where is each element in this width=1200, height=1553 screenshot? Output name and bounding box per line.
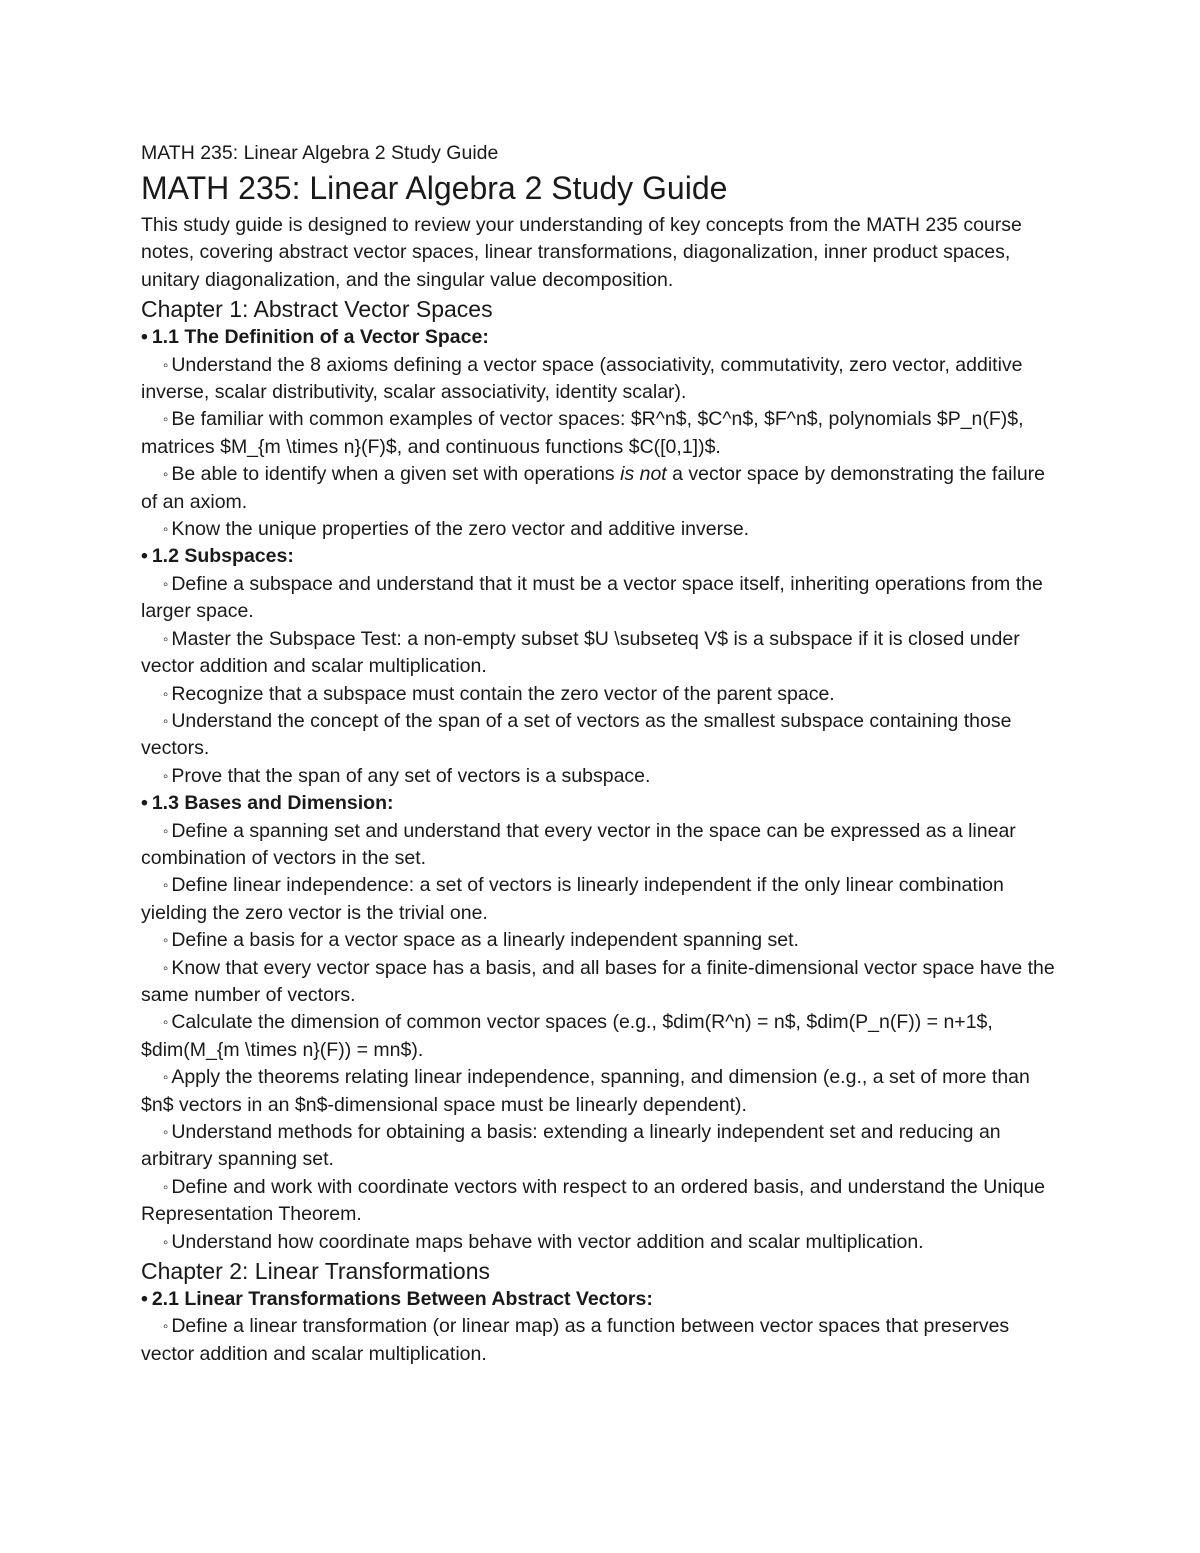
chapter-2-sections xyxy=(141,1286,1060,1368)
sub-bullet: ◦ xyxy=(163,411,169,429)
list-item xyxy=(141,1229,1060,1256)
list-item-text: Define a linear transformation (or linear map) as a function between vector spaces that preserves vector addition and scalar multiplication. xyxy=(141,1315,1010,1365)
section-1-2 xyxy=(141,543,1060,790)
sub-bullet: ◦ xyxy=(163,356,169,374)
sub-bullet: ◦ xyxy=(163,685,169,703)
list-item-text: Know that every vector space has a basis, and all bases for a finite-dimensional vector space have the same number of vectors. xyxy=(141,956,1055,1006)
sub-bullet: ◦ xyxy=(163,822,169,840)
list-item-text: Understand the concept of the span of a set of vectors as the smallest subspace containing those vectors. xyxy=(141,709,1012,760)
bullet: • xyxy=(141,326,148,349)
sub-bullet: ◦ xyxy=(163,1069,169,1087)
section-1-3 xyxy=(141,790,1060,1256)
bullet: • xyxy=(141,1288,148,1311)
list-item xyxy=(141,872,1060,927)
list-item xyxy=(141,1119,1060,1174)
section-heading xyxy=(141,790,1060,817)
sub-bullet: ◦ xyxy=(163,932,169,950)
list-item-text: Define a basis for a vector space as a linearly independent spanning set. xyxy=(171,929,799,952)
list-item xyxy=(141,708,1060,763)
section-heading xyxy=(141,1286,1060,1313)
list-item xyxy=(141,461,1060,516)
list-item xyxy=(141,763,1060,790)
section-1-1 xyxy=(141,324,1060,543)
list-item-text: Master the Subspace Test: a non-empty subset $U \subseteq V$ is a subspace if it is closed under vector addition and scalar multiplication. xyxy=(141,627,1020,678)
list-item-text: Define a spanning set and understand that every vector in the space can be expressed as a linear combination of vectors in the set. xyxy=(141,819,1016,869)
list-item-text: Recognize that a subspace must contain the zero vector of the parent space. xyxy=(171,682,835,705)
sub-bullet: ◦ xyxy=(163,1178,169,1196)
list-item xyxy=(141,955,1060,1010)
list-item xyxy=(141,681,1060,708)
section-items xyxy=(141,571,1060,790)
document-header: MATH 235: Linear Algebra 2 Study Guide xyxy=(141,142,499,164)
list-item-text: Prove that the span of any set of vectors is a subspace. xyxy=(171,764,651,787)
list-item xyxy=(141,818,1060,873)
section-2-1 xyxy=(141,1286,1060,1368)
list-item-text: Be able to identify when a given set with operations xyxy=(171,463,621,486)
list-item xyxy=(141,1174,1060,1229)
section-heading-text: 2.1 Linear Transformations Between Abstract Vectors: xyxy=(151,1288,653,1311)
sub-bullet: ◦ xyxy=(163,767,169,785)
section-items xyxy=(141,1313,1060,1368)
bullet: • xyxy=(141,792,148,815)
list-item-text: Know the unique properties of the zero vector and additive inverse. xyxy=(171,518,750,541)
list-item xyxy=(141,352,1060,407)
section-items xyxy=(141,352,1060,544)
list-item xyxy=(141,927,1060,954)
chapter-2-title: Chapter 2: Linear Transformations xyxy=(141,1258,491,1285)
section-heading xyxy=(141,543,1060,570)
sub-bullet: ◦ xyxy=(163,959,169,977)
list-item xyxy=(141,1313,1060,1368)
emphasis-text: is not xyxy=(620,463,667,486)
list-item-text: Define a subspace and understand that it must be a vector space itself, inheriting operations from the larger space. xyxy=(141,572,1043,623)
list-item xyxy=(141,1064,1060,1119)
section-heading-text: 1.3 Bases and Dimension: xyxy=(151,792,394,815)
sub-bullet: ◦ xyxy=(163,1014,169,1032)
list-item-text: Understand how coordinate maps behave with vector addition and scalar multiplication. xyxy=(171,1230,924,1253)
section-heading-text: 1.2 Subspaces: xyxy=(151,545,294,568)
sub-bullet: ◦ xyxy=(163,1124,169,1141)
list-item xyxy=(141,626,1060,681)
list-item xyxy=(141,406,1060,461)
sub-bullet: ◦ xyxy=(163,575,169,593)
document-title: MATH 235: Linear Algebra 2 Study Guide xyxy=(141,170,728,206)
list-item-text: Understand the 8 axioms defining a vector space (associativity, commutativity, zero vector, additive inverse, scalar distributivity, scalar associativity, identity scalar). xyxy=(141,353,1023,404)
bullet: • xyxy=(141,545,148,568)
sub-bullet: ◦ xyxy=(163,521,169,539)
section-heading xyxy=(141,324,1060,351)
list-item-text: Understand methods for obtaining a basis: extending a linearly independent set and reducing an arbitrary spanning set. xyxy=(141,1121,1001,1171)
list-item-text: a vector space by demonstrating the failure of an axiom. xyxy=(141,463,1046,513)
sub-bullet: ◦ xyxy=(163,1318,169,1336)
sub-bullet: ◦ xyxy=(163,712,169,730)
chapter-1-title: Chapter 1: Abstract Vector Spaces xyxy=(141,296,493,323)
sub-bullet: ◦ xyxy=(163,630,169,648)
list-item-text: Define linear independence: a set of vectors is linearly independent if the only linear combination yielding the zero vector is the trivial one. xyxy=(141,874,1004,924)
sub-bullet: ◦ xyxy=(163,1233,169,1251)
chapter-1-sections xyxy=(141,324,1060,1256)
sub-bullet: ◦ xyxy=(163,466,169,484)
list-item-text: Define and work with coordinate vectors with respect to an ordered basis, and understand the Unique Representation Theorem. xyxy=(141,1175,1046,1226)
list-item xyxy=(141,516,1060,543)
list-item-text: Be familiar with common examples of vector spaces: $R^n$, $C^n$, $F^n$, polynomials $P_n(F)$, matrices $M_{m \times n}(F)$, and continuous functions $C([0,1])$. xyxy=(141,408,1024,458)
list-item-text: Calculate the dimension of common vector spaces (e.g., $dim(R^n) = n$, $dim(P_n(F)) = n+1$, $dim(M_{m \times n}(F)) = mn$). xyxy=(141,1011,993,1061)
list-item xyxy=(141,571,1060,626)
intro-paragraph: This study guide is designed to review your understanding of key concepts from the MATH 235 course notes, covering abstract vector spaces, linear transformations, diagonalization, inner product spaces, unitary diagonalization, and the singular value decomposition. xyxy=(141,214,1022,291)
section-heading-text: 1.1 The Definition of a Vector Space: xyxy=(151,326,489,349)
list-item-text: Apply the theorems relating linear independence, spanning, and dimension (e.g., a set of more than $n$ vectors in an $n$-dimensional space must be linearly dependent). xyxy=(141,1066,1030,1116)
section-items xyxy=(141,818,1060,1257)
sub-bullet: ◦ xyxy=(163,877,169,895)
list-item xyxy=(141,1009,1060,1064)
